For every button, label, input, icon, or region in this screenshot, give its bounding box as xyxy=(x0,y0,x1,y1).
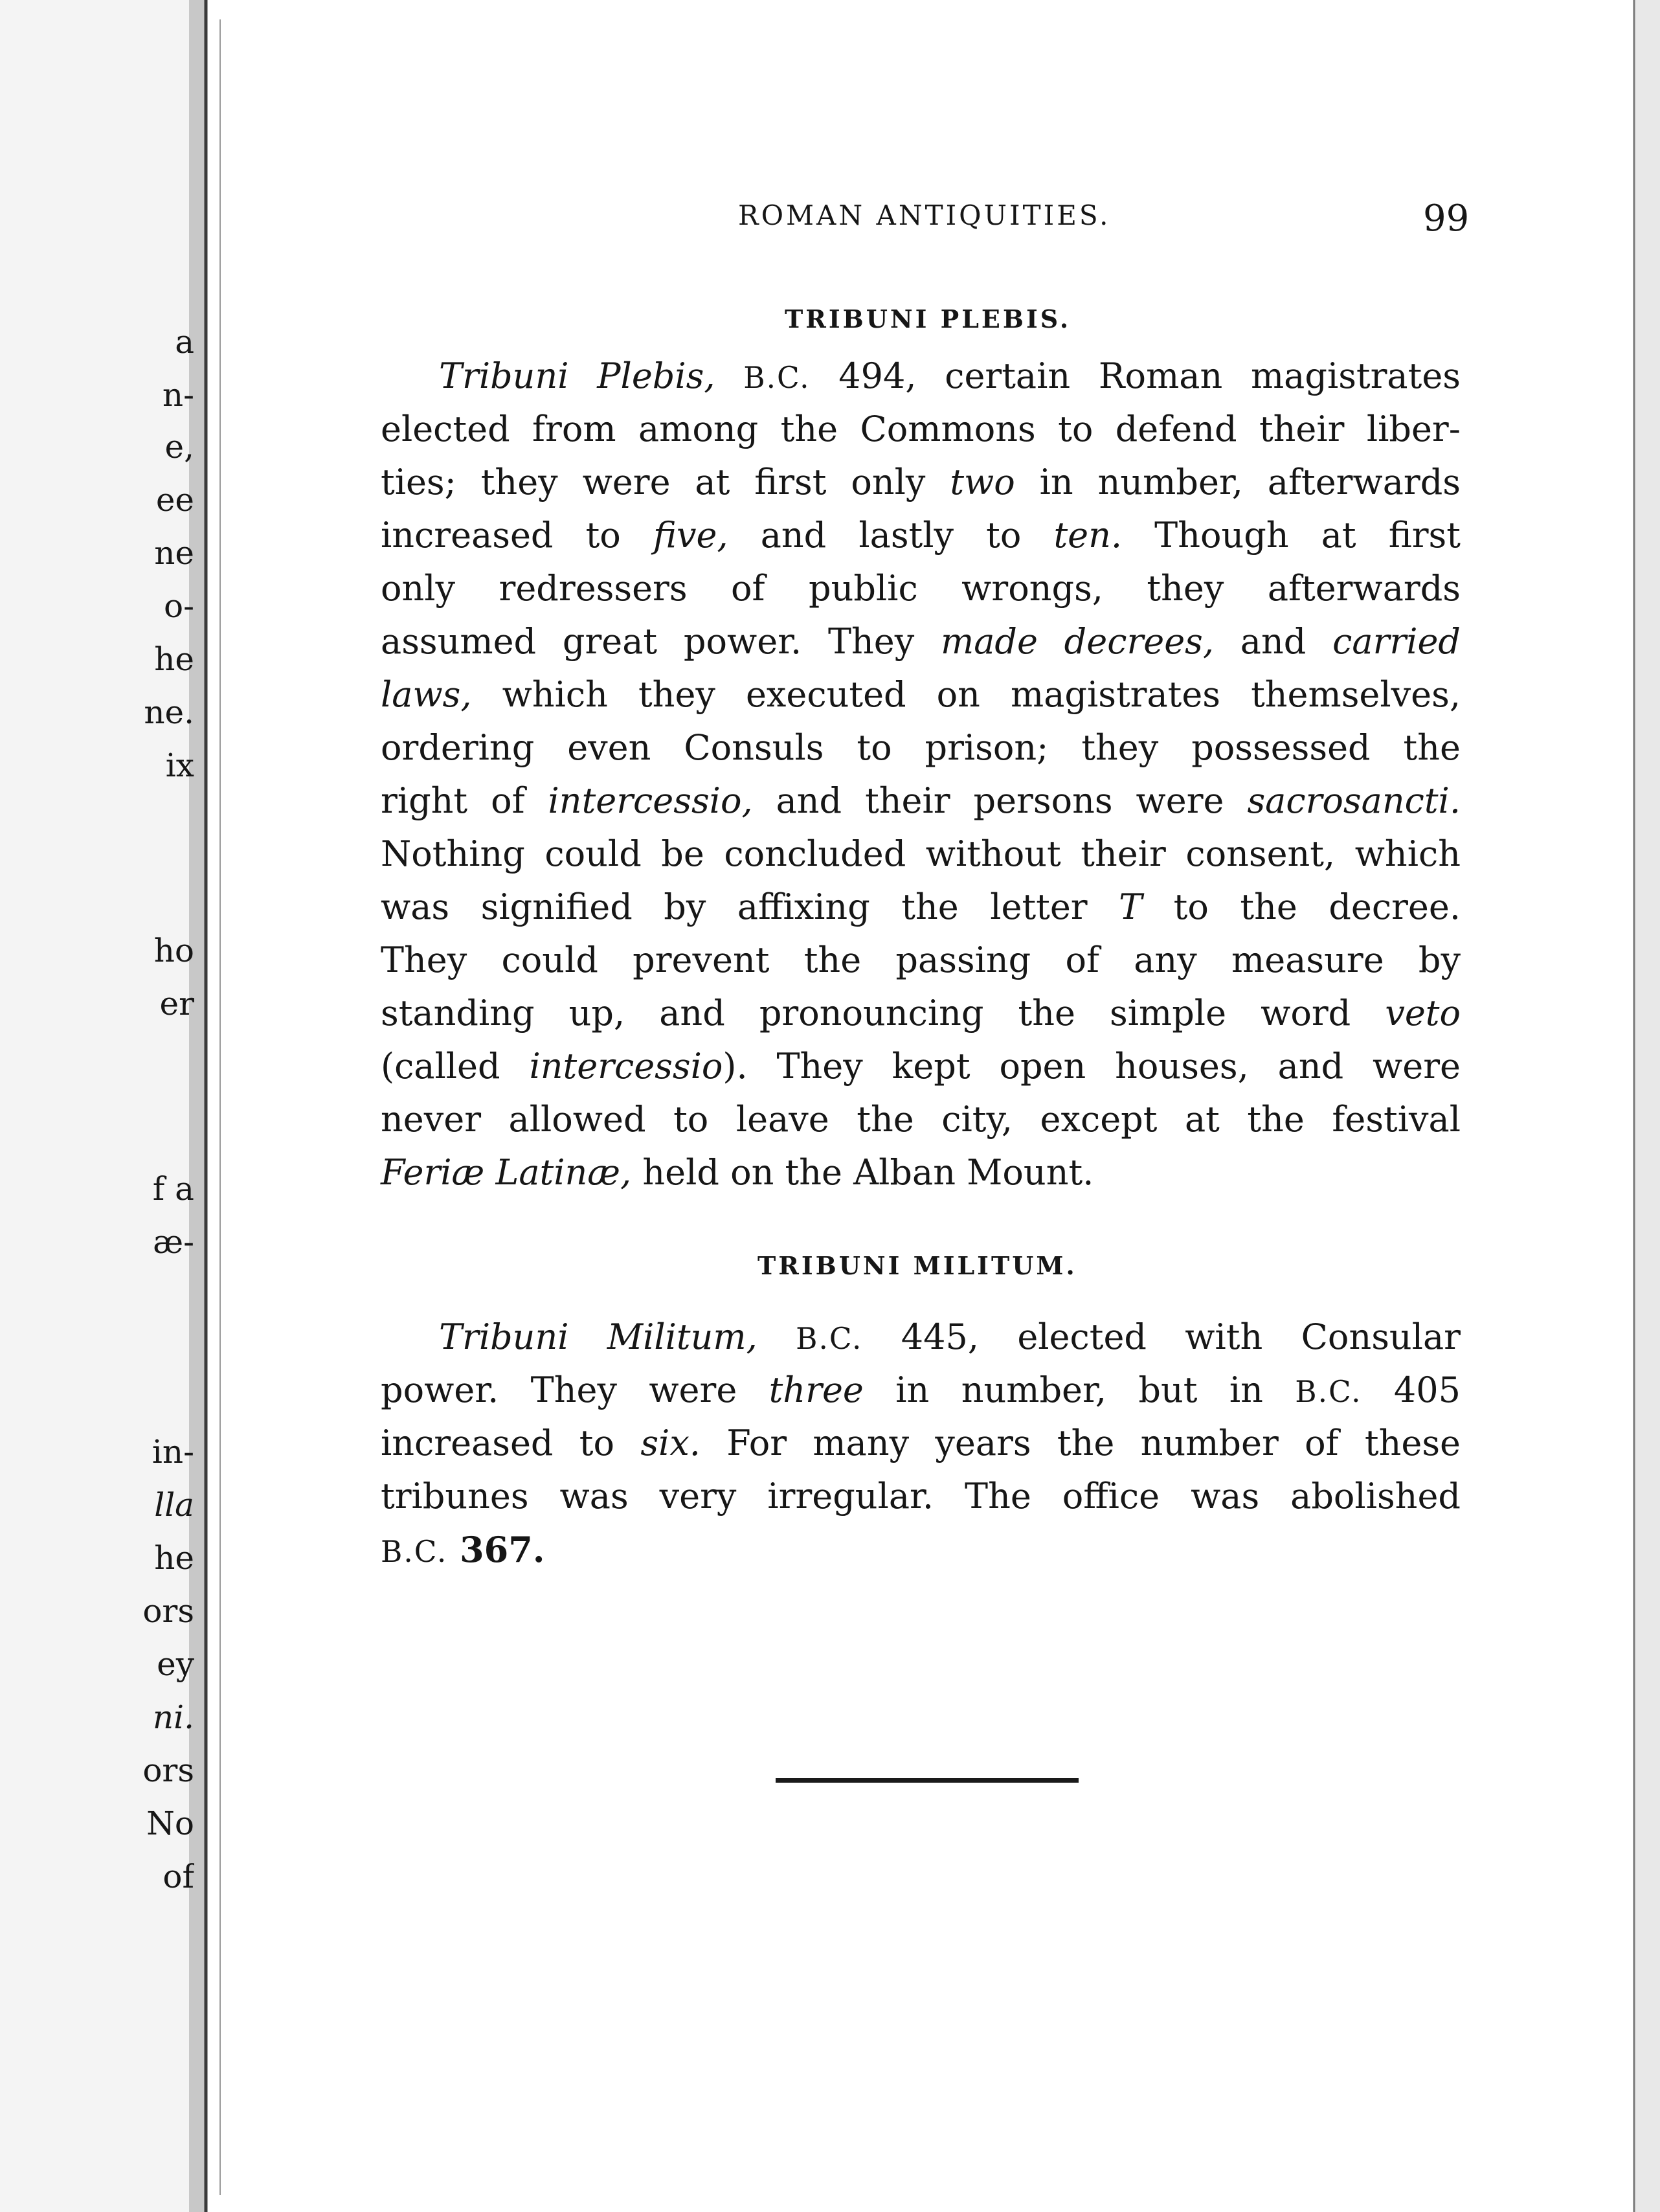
smallcaps-text-run: B.C. xyxy=(796,1322,863,1356)
text-line xyxy=(381,881,1461,934)
text-run xyxy=(757,1316,796,1357)
text-line xyxy=(381,828,1461,881)
text-run: and their persons were xyxy=(752,780,1248,821)
running-head: ROMAN ANTIQUITIES. xyxy=(738,199,1111,231)
left-margin-fragment: f a xyxy=(152,1170,194,1208)
text-line xyxy=(381,1040,1461,1093)
left-margin-fragment: a xyxy=(175,323,194,361)
left-margin-fragment: n- xyxy=(162,376,194,414)
text-line xyxy=(381,987,1461,1040)
italic-text-run: five, xyxy=(653,515,728,556)
text-run: in number, afterwards xyxy=(1015,462,1461,502)
text-run: only redressers of public wrongs, they afterwards xyxy=(381,568,1461,609)
text-line xyxy=(381,1146,1461,1199)
text-line xyxy=(381,668,1461,721)
text-run xyxy=(715,356,744,396)
text-run: For many years the number of these xyxy=(700,1423,1461,1463)
italic-text-run: Tribuni Militum, xyxy=(439,1316,757,1357)
text-run: assumed great power. They xyxy=(381,621,941,662)
left-margin-fragment: ey xyxy=(157,1645,194,1683)
italic-text-run: Tribuni Plebis, xyxy=(439,356,715,396)
text-run: and xyxy=(1214,621,1333,662)
smallcaps-text-run: B.C. xyxy=(381,1535,448,1569)
italic-text-run: T xyxy=(1119,886,1143,927)
italic-text-run: made decrees, xyxy=(940,621,1215,662)
left-margin-fragment: er xyxy=(159,985,194,1022)
text-run: ordering even Consuls to prison; they possessed the xyxy=(381,727,1461,768)
right-page-edge-shadow xyxy=(1633,0,1660,2212)
text-line xyxy=(381,403,1461,456)
smallcaps-text-run: B.C. xyxy=(1295,1375,1362,1409)
text-run: increased to xyxy=(381,515,653,556)
italic-text-run: six. xyxy=(640,1423,701,1463)
text-run: 367. xyxy=(447,1529,545,1570)
left-margin-fragment: No xyxy=(146,1805,194,1842)
text-line xyxy=(381,1417,1461,1470)
left-margin-fragment: of xyxy=(163,1858,194,1895)
text-line xyxy=(381,1093,1461,1146)
left-margin-fragment: ors xyxy=(142,1592,194,1630)
italic-text-run: two xyxy=(950,462,1015,502)
left-margin-fragment: in- xyxy=(151,1433,194,1471)
left-margin-fragment: o- xyxy=(164,587,194,625)
left-margin-fragment: he xyxy=(154,1539,194,1577)
text-run: Though at first xyxy=(1122,515,1461,556)
text-run: 494, certain Roman magistrates xyxy=(810,356,1461,396)
left-margin-fragment: ne. xyxy=(144,694,194,731)
text-run: ). They kept open houses, and were xyxy=(723,1046,1461,1087)
text-run: Nothing could be concluded without their consent, which xyxy=(381,833,1461,874)
text-line xyxy=(381,509,1461,562)
left-margin-fragment: ho xyxy=(153,932,194,969)
section-body-tribuni-plebis xyxy=(381,350,1461,1199)
text-run: which they executed on magistrates themselves, xyxy=(471,674,1461,715)
left-margin-fragment: æ- xyxy=(153,1223,194,1261)
text-run: increased to xyxy=(381,1423,641,1463)
left-facing-page xyxy=(0,0,194,2212)
italic-text-run: intercessio xyxy=(529,1046,723,1087)
text-run: to the decree. xyxy=(1142,886,1461,927)
italic-text-run: intercessio, xyxy=(548,780,753,821)
page-number: 99 xyxy=(1423,198,1470,240)
left-margin-fragment: ee xyxy=(155,481,194,519)
left-margin-fragment: he xyxy=(154,640,194,678)
text-run: 405 xyxy=(1362,1370,1461,1410)
section-title-tribuni-plebis: TRIBUNI PLEBIS. xyxy=(785,304,1071,333)
italic-text-run: Feriæ Latinæ, xyxy=(381,1152,632,1193)
italic-text-run: laws, xyxy=(381,674,472,715)
text-run: standing up, and pronouncing the simple word xyxy=(381,993,1385,1033)
text-line xyxy=(381,1311,1461,1364)
smallcaps-text-run: B.C. xyxy=(743,361,811,395)
text-run: never allowed to leave the city, except at the festival xyxy=(381,1099,1461,1140)
text-run: They could prevent the passing of any measure by xyxy=(381,940,1461,980)
text-run: and lastly to xyxy=(728,515,1054,556)
closing-rule xyxy=(776,1778,1079,1783)
italic-text-run: carried xyxy=(1332,621,1461,662)
text-line xyxy=(381,721,1461,774)
section-body-tribuni-militum xyxy=(381,1311,1461,1576)
italic-text-run: ten. xyxy=(1053,515,1123,556)
left-margin-fragment: e, xyxy=(164,428,194,466)
text-line xyxy=(381,615,1461,668)
text-line xyxy=(381,774,1461,828)
left-margin-fragment: ne xyxy=(154,534,194,572)
text-line xyxy=(381,456,1461,509)
text-run: was signified by affixing the letter xyxy=(381,886,1119,927)
left-margin-fragment: ix xyxy=(165,747,194,784)
text-line xyxy=(381,1364,1461,1417)
text-run: held on the Alban Mount. xyxy=(631,1152,1094,1193)
text-run: right of xyxy=(381,780,548,821)
left-margin-fragment: ors xyxy=(142,1752,194,1789)
italic-text-run: sacrosancti. xyxy=(1247,780,1461,821)
text-run: 445, elected with Consular xyxy=(862,1316,1461,1357)
italic-text-run: veto xyxy=(1385,993,1461,1033)
text-run: power. They were xyxy=(381,1370,769,1410)
left-margin-fragment: ni. xyxy=(152,1699,194,1736)
section-title-tribuni-militum: TRIBUNI MILITUM. xyxy=(757,1251,1077,1280)
italic-text-run: three xyxy=(768,1370,864,1410)
text-line xyxy=(381,350,1461,403)
text-line xyxy=(381,562,1461,615)
text-run: in number, but in xyxy=(863,1370,1295,1410)
left-margin-fragment: lla xyxy=(154,1486,194,1524)
text-run: tribunes was very irregular. The office was abolished xyxy=(381,1476,1461,1517)
text-line xyxy=(381,934,1461,987)
text-run: elected from among the Commons to defend their liber- xyxy=(381,409,1461,449)
text-line xyxy=(381,1470,1461,1523)
text-run: (called xyxy=(381,1046,530,1087)
text-line xyxy=(381,1523,1461,1576)
text-run: ties; they were at first only xyxy=(381,462,950,502)
